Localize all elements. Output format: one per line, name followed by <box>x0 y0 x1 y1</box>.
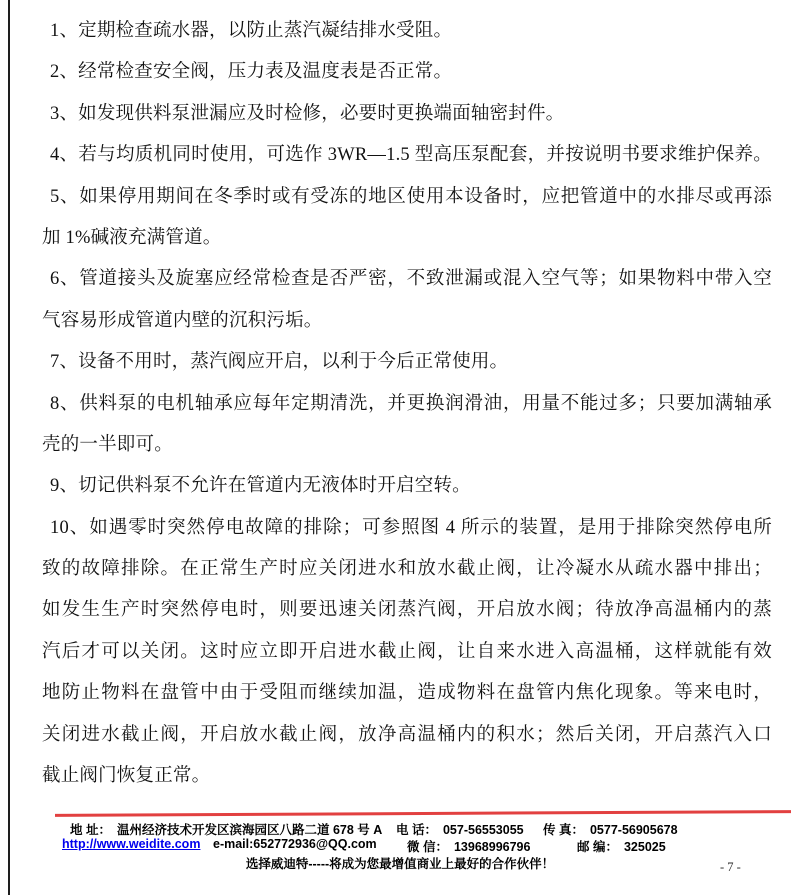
postal-value: 325025 <box>623 840 666 854</box>
wechat-value: 13968996796 <box>453 840 531 854</box>
list-item-3: 3、如发现供料泵泄漏应及时检修，必要时更换端面轴密封件。 <box>50 103 565 124</box>
list-item-6-line-2: 气容易形成管道内壁的沉积污垢。 <box>42 310 323 331</box>
list-item-8-line-1: 8、供料泵的电机轴承应每年定期清洗，并更换润滑油，用量不能过多；只要加满轴承 <box>50 393 772 414</box>
list-item-1: 1、定期检查疏水器，以防止蒸汽凝结排水受阻。 <box>50 21 453 41</box>
footer-slogan: 选择威迪特-----将成为您最增值商业上最好的合作伙伴！ <box>245 857 555 871</box>
list-item-7: 7、设备不用时，蒸汽阀应开启，以利于今后正常使用。 <box>50 352 509 373</box>
scan-edge-line <box>8 0 10 895</box>
list-item-5-line-1: 5、如果停用期间在冬季时或有受冻的地区使用本设备时，应把管道中的水排尽或再添 <box>50 186 772 207</box>
list-item-10-line-4: 汽后才可以关闭。这时应立即开启进水截止阀，让自来水进入高温桶，这样就能有效 <box>42 641 772 662</box>
list-item-9: 9、切记供料泵不允许在管道内无液体时开启空转。 <box>50 476 471 497</box>
document-body <box>42 11 772 797</box>
page-number: - 7 - <box>720 860 741 874</box>
fax-label: 传 真： <box>543 823 584 837</box>
footer-fax <box>543 820 678 838</box>
footer-phone <box>396 820 524 838</box>
list-item-2: 2、经常检查安全阀，压力表及温度表是否正常。 <box>50 62 453 83</box>
address-label: 地 址： <box>70 823 111 837</box>
phone-value: 057-56553055 <box>442 823 524 837</box>
list-item-10-line-7: 截止阀门恢复正常。 <box>42 766 211 787</box>
list-item-10-line-6: 关闭进水截止阀，开启放水截止阀，放净高温桶内的积水；然后关闭，开启蒸汽入口 <box>42 724 772 745</box>
postal-label: 邮 编： <box>577 840 618 854</box>
list-item-8-line-2: 壳的一半即可。 <box>42 434 173 455</box>
footer-divider-rule <box>55 810 791 816</box>
footer-postal-code <box>577 837 666 855</box>
footer-email: e-mail:652772936@QQ.com <box>213 837 377 851</box>
fax-value: 0577-56905678 <box>589 823 678 837</box>
list-item-6-line-1: 6、管道接头及旋塞应经常检查是否严密，不致泄漏或混入空气等；如果物料中带入空 <box>50 269 772 290</box>
footer-wechat <box>407 837 530 855</box>
phone-label: 电 话： <box>396 823 437 837</box>
address-value: 温州经济技术开发区滨海园区八路二道 678 号 A <box>116 823 383 837</box>
footer-address <box>70 820 382 838</box>
website-link[interactable]: http://www.weidite.com <box>62 837 201 851</box>
list-item-10-line-3: 如发生生产时突然停电时，则要迅速关闭蒸汽阀，开启放水阀；待放净高温桶内的蒸 <box>42 600 772 621</box>
list-item-10-line-5: 地防止物料在盘管中由于受阻而继续加温，造成物料在盘管内焦化现象。等来电时， <box>42 683 772 704</box>
list-item-10-line-1: 10、如遇零时突然停电故障的排除；可参照图 4 所示的装置，是用于排除突然停电所 <box>50 517 772 538</box>
wechat-label: 微 信： <box>407 840 448 854</box>
list-item-5-line-2: 加 1%碱液充满管道。 <box>42 227 222 248</box>
list-item-4: 4、若与均质机同时使用，可选作 3WR—1.5 型高压泵配套，并按说明书要求维护保养。 <box>50 145 772 166</box>
list-item-10-line-2: 致的故障排除。在正常生产时应关闭进水和放水截止阀，让冷凝水从疏水器中排出； <box>42 559 772 580</box>
